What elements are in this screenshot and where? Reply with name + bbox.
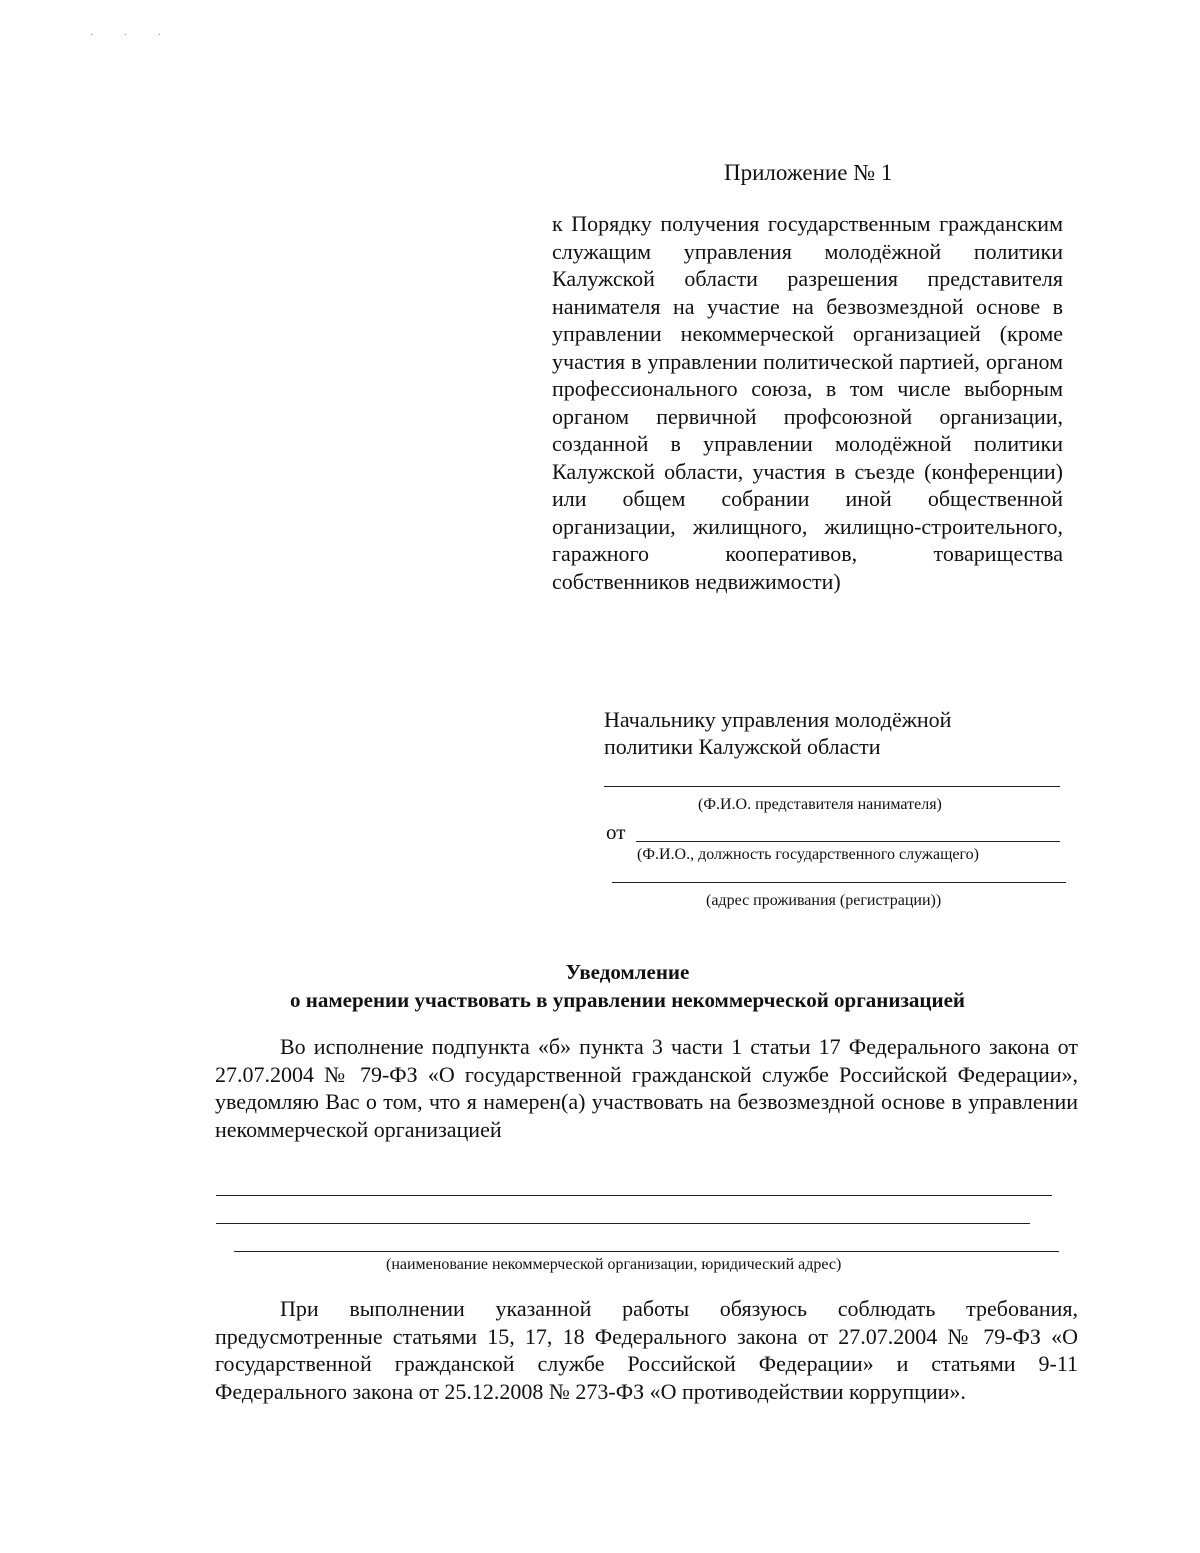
paragraph-obligation: При выполнении указанной работы обязуюсь соблюдать требования, предусмотренные статьями 15, 17, 18 Федерального закона от 27.07.2004 № 79-ФЗ «О государственной гражданской службе Российской Федерации» и статьями 9-11 Федерального закона от 25.12.2008 № 273-ФЗ «О противодействии коррупции». <box>215 1296 1078 1404</box>
employee-caption: (Ф.И.О., должность государственного служащего) <box>637 846 979 863</box>
org-field-line-1 <box>216 1195 1052 1196</box>
org-caption: (наименование некоммерческой организации, юридический адрес) <box>386 1256 842 1273</box>
address-field-line <box>612 882 1066 883</box>
appendix-title: Приложение № 1 <box>724 160 893 185</box>
title-line-2: о намерении участвовать в управлении некоммерческой организацией <box>289 988 966 1012</box>
address-caption: (адрес проживания (регистрации)) <box>706 892 942 909</box>
from-label: от <box>606 820 626 844</box>
addressee-block <box>604 706 1074 760</box>
appendix-reference: к Порядку получения государственным гражданским служащим управления молодёжной политики Калужской области разрешения представителя нанимателя на участие на безвозмездной основе в управлении некоммерческой организацией (кроме участия в управлении политической партией, органом профессионального союза, в том числе выборным органом первичной профсоюзной организации, созданной в управлении молодёжной политики Калужской области, участия в съезде (конференции) или общем собрании иной общественной организации, жилищного, жилищно-строительного, гаражного кооперативов, товарищества собственников недвижимости) <box>552 211 1063 594</box>
employer-rep-caption: (Ф.И.О. представителя нанимателя) <box>698 796 942 813</box>
document-title <box>150 958 1105 1014</box>
title-line-1: Уведомление <box>565 960 690 984</box>
addressee-line-1: Начальнику управления молодёжной <box>604 707 952 732</box>
addressee-line-2: политики Калужской области <box>604 734 881 759</box>
employee-field-line <box>636 841 1060 842</box>
org-field-line-2 <box>216 1223 1030 1224</box>
scan-artifact: · · · <box>90 30 175 41</box>
employer-rep-field-line <box>604 786 1060 787</box>
paragraph-notification: Во исполнение подпункта «б» пункта 3 части 1 статьи 17 Федерального закона от 27.07.2004 № 79-ФЗ «О государственной гражданской службе Российской Федерации», уведомляю Вас о том, что я намерен(а) участвовать на безвозмездной основе в управлении некоммерческой организацией <box>215 1034 1078 1142</box>
org-field-line-3 <box>234 1251 1059 1252</box>
